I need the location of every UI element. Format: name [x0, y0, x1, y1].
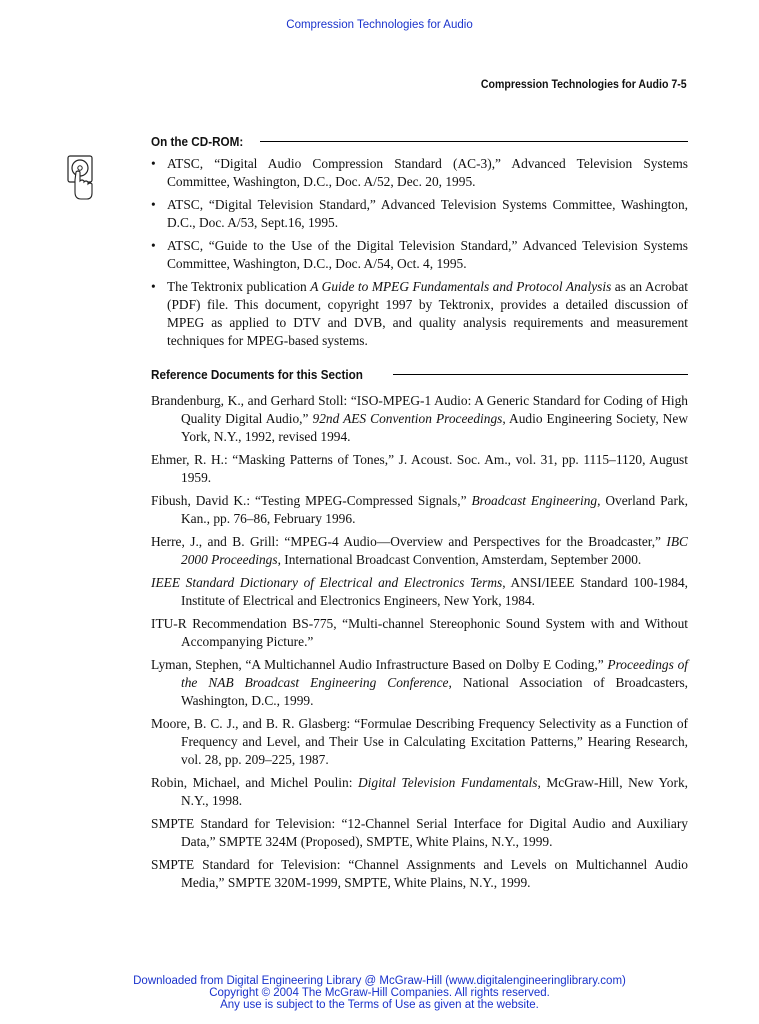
- text-run: SMPTE Standard for Television: “Channel Assignments and Levels on Multichannel Audio Media,” SMPTE 320M-1999, SMPTE, White Plains, N.Y., 1999.: [151, 857, 688, 890]
- italic-title: IBC 2000 Proceedings: [181, 534, 688, 567]
- footer-copyright: Copyright © 2004 The McGraw-Hill Companies. All rights reserved.: [209, 987, 550, 999]
- cd-rom-item: [151, 155, 688, 191]
- cd-rom-item: [151, 237, 688, 273]
- reference-entry: [151, 574, 688, 610]
- text-run: as an Acrobat (PDF) file. This document, copyright 1997 by Tektronix, provides a detailed discussion of MPEG as applied to DTV and DVB, and quality analysis requirements and measurement techniques for MPEG-based systems.: [167, 279, 688, 348]
- text-run: , National Association of Broadcasters, Washington, D.C., 1999.: [181, 675, 689, 708]
- italic-title: 92nd AES Convention Proceedings: [312, 411, 503, 426]
- text-run: Robin, Michael, and Michel Poulin:: [151, 775, 358, 790]
- heading-rule: [393, 374, 689, 375]
- text-run: ITU-R Recommendation BS-775, “Multi-channel Stereophonic Sound System with and Without Accompanying Picture.”: [151, 616, 688, 649]
- cd-rom-heading: [151, 132, 688, 150]
- reference-heading: [151, 365, 688, 383]
- text-run: Ehmer, R. H.: “Masking Patterns of Tones,” J. Acoust. Soc. Am., vol. 31, pp. 1115–1120, August 1959.: [151, 452, 688, 485]
- cd-rom-item: [151, 196, 688, 232]
- text-run: Brandenburg, K., and Gerhard Stoll: “ISO-MPEG-1 Audio: A Generic Standard for Coding of High Quality Digital Audio,”: [151, 393, 688, 426]
- text-run: , McGraw-Hill, New York, N.Y., 1998.: [181, 775, 688, 808]
- cd-rom-item: [151, 278, 688, 350]
- text-run: , Audio Engineering Society, New York, N.Y., 1992, revised 1994.: [181, 411, 688, 444]
- text-run: Moore, B. C. J., and B. R. Glasberg: “Formulae Describing Frequency Selectivity as a Function of Frequency and Level, and Their Use in Calculating Excitation Patterns,” Hearing Research, vol. 28, pp. 209–225, 1987.: [151, 716, 688, 767]
- cd-rom-list: [151, 155, 688, 355]
- reference-entry: [151, 451, 688, 487]
- footer-download-link[interactable]: Downloaded from Digital Engineering Library @ McGraw-Hill (www.digitalengineeringlibrary.com): [133, 975, 626, 987]
- italic-title: Broadcast Engineering: [471, 493, 598, 508]
- text-run: ATSC, “Digital Audio Compression Standard (AC-3),” Advanced Television Systems Committee, Washington, D.C., Doc. A/52, Dec. 20, 1995.: [167, 156, 688, 189]
- reference-entry: [151, 656, 688, 710]
- text-run: , International Broadcast Convention, Amsterdam, September 2000.: [277, 552, 642, 567]
- italic-title: IEEE Standard Dictionary of Electrical and Electronics Terms: [151, 575, 503, 590]
- reference-entry: [151, 492, 688, 528]
- reference-entry: [151, 615, 688, 651]
- text-run: ATSC, “Guide to the Use of the Digital Television Standard,” Advanced Television Systems Committee, Washington, D.C., Doc. A/54, Oct. 4, 1995.: [167, 238, 688, 271]
- reference-entry: [151, 715, 688, 769]
- text-run: , ANSI/IEEE Standard 100-1984, Institute of Electrical and Electronics Engineers, New York, 1984.: [181, 575, 688, 608]
- reference-heading-label: Reference Documents for this Section: [151, 366, 363, 382]
- cd-rom-heading-label: On the CD-ROM:: [151, 133, 244, 149]
- reference-entry: [151, 533, 688, 569]
- text-run: Fibush, David K.: “Testing MPEG-Compressed Signals,”: [151, 493, 472, 508]
- italic-title: Proceedings of the NAB Broadcast Engineering Conference: [181, 657, 688, 690]
- text-run: , Overland Park, Kan., pp. 76–86, February 1996.: [181, 493, 688, 526]
- text-run: ATSC, “Digital Television Standard,” Advanced Television Systems Committee, Washington, D.C., Doc. A/53, Sept.16, 1995.: [167, 197, 688, 230]
- reference-entry: [151, 856, 688, 892]
- reference-list: [151, 392, 688, 897]
- footer-terms-link[interactable]: Any use is subject to the Terms of Use as given at the website.: [220, 999, 539, 1011]
- italic-title: A Guide to MPEG Fundamentals and Protocol Analysis: [310, 279, 612, 294]
- italic-title: Digital Television Fundamentals: [358, 775, 538, 790]
- reference-entry: [151, 815, 688, 851]
- text-run: Herre, J., and B. Grill: “MPEG-4 Audio—Overview and Perspectives for the Broadcaster,”: [151, 534, 667, 549]
- text-run: The Tektronix publication: [167, 279, 311, 294]
- running-head: Compression Technologies for Audio 7-5: [481, 79, 687, 91]
- cd-rom-hand-icon: [66, 154, 96, 202]
- heading-rule: [260, 141, 688, 142]
- reference-entry: [151, 392, 688, 446]
- text-run: SMPTE Standard for Television: “12-Channel Serial Interface for Digital Audio and Auxiliary Data,” SMPTE 324M (Proposed), SMPTE, White Plains, N.Y., 1999.: [151, 816, 688, 849]
- reference-entry: [151, 774, 688, 810]
- top-link[interactable]: Compression Technologies for Audio: [286, 19, 473, 31]
- text-run: Lyman, Stephen, “A Multichannel Audio Infrastructure Based on Dolby E Coding,”: [151, 657, 608, 672]
- footer: [0, 975, 759, 1011]
